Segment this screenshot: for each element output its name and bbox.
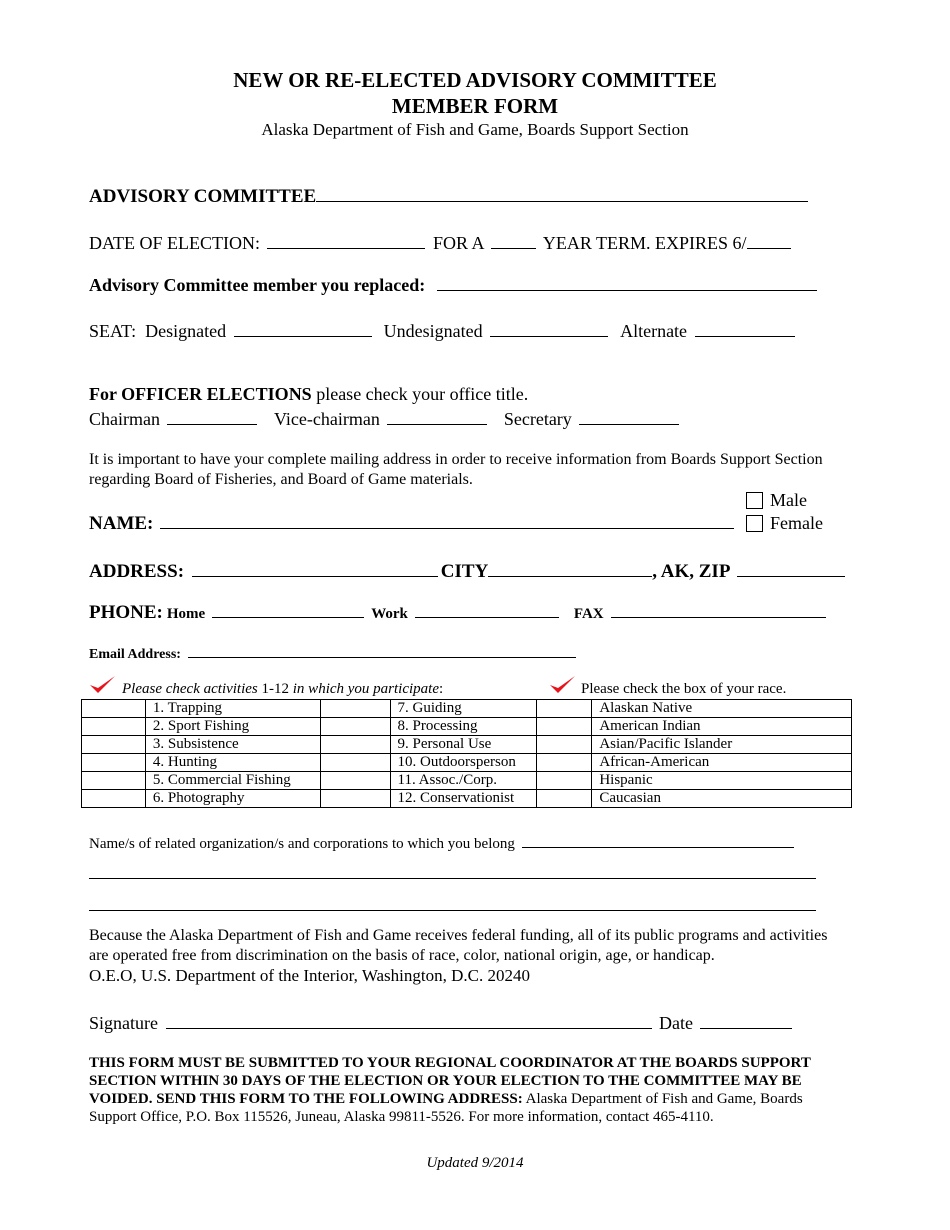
race-check-cell[interactable] [537,772,592,790]
table-row [82,772,852,790]
name-row [89,512,737,535]
undesignated-label: Undesignated [383,321,483,341]
vice-chairman-field[interactable] [387,406,487,425]
officer-heading [89,384,528,405]
date-of-election-label: DATE OF ELECTION: [89,233,260,253]
female-checkbox[interactable] [746,515,763,532]
table-row [82,736,852,754]
race-check-cell[interactable] [537,718,592,736]
term-years-field[interactable] [491,230,536,249]
oeo-address: O.E.O, U.S. Department of the Interior, Washington, D.C. 20240 [89,966,530,985]
submission-instructions [89,1054,849,1126]
activity-label: 2. Sport Fishing [145,718,320,736]
year-term-label: YEAR TERM. EXPIRES [542,233,729,253]
email-row [89,641,579,663]
updated-date: Updated 9/2014 [426,1155,524,1171]
activity-check-cell[interactable] [82,736,146,754]
female-label: Female [770,513,823,533]
organizations-label: Name/s of related organization/s and corporations to which you belong [89,836,515,852]
activity-label: 8. Processing [390,718,537,736]
activity-label: 3. Subsistence [145,736,320,754]
advisory-committee-row [89,185,811,208]
member-replaced-field[interactable] [437,274,817,291]
activity-check-cell[interactable] [82,718,146,736]
activity-label: 4. Hunting [145,754,320,772]
activity-check-cell[interactable] [320,700,390,718]
name-field[interactable] [160,512,734,529]
advisory-committee-label: ADVISORY COMMITTEE [89,186,317,207]
activity-label: 7. Guiding [390,700,537,718]
date-label: Date [659,1013,693,1033]
form-subtitle: Alaska Department of Fish and Game, Boards Support Section [261,120,689,139]
table-row [82,700,852,718]
alternate-label: Alternate [620,321,688,341]
secretary-field[interactable] [579,406,679,425]
table-row [82,790,852,808]
activity-label: 12. Conservationist [390,790,537,808]
seat-label: SEAT: [89,321,137,341]
name-label: NAME: [89,513,154,534]
chairman-field[interactable] [167,406,257,425]
phone-label: PHONE: [89,602,163,623]
activity-check-cell[interactable] [82,772,146,790]
nondiscrimination-statement: Because the Alaska Department of Fish and Game receives federal funding, all of its public programs and activities are operated free from discrimination on the basis of race, color, national origin, age, or handicap. [89,927,828,964]
race-label: Asian/Pacific Islander [592,736,852,754]
activity-check-cell[interactable] [82,754,146,772]
race-check-cell[interactable] [537,700,592,718]
organizations-row [89,832,797,853]
form-title-line1: NEW OR RE-ELECTED ADVISORY COMMITTEE [233,68,717,92]
signature-label: Signature [89,1013,158,1033]
form-title-line2: MEMBER FORM [391,94,559,118]
activity-check-cell[interactable] [320,790,390,808]
member-replaced-row [89,274,820,296]
address-notice: It is important to have your complete mailing address in order to receive information from Boards Support Section regarding Board of Fisheries, and Board of Game materials. [89,451,823,488]
race-check-cell[interactable] [537,736,592,754]
fax-field[interactable] [611,601,826,618]
activities-prompt [122,681,443,698]
email-field[interactable] [188,641,576,658]
activities-prompt-colon: : [439,681,444,697]
date-field[interactable] [700,1010,792,1029]
fax-label: FAX [573,606,604,622]
officer-heading-bold: For OFFICER ELECTIONS [89,384,312,404]
chairman-label: Chairman [89,409,160,429]
work-phone-field[interactable] [415,601,559,618]
address-field[interactable] [192,557,438,577]
check-mark-icon [548,674,578,696]
race-check-cell[interactable] [537,790,592,808]
submission-instructions-bold: THIS FORM MUST BE SUBMITTED TO YOUR REGIONAL COORDINATOR AT THE BOARDS SUPPORT SECTION WITHIN 30 DAYS OF THE ELECTION OR YOUR ELECTION TO THE COMMITTEE MAY BE VOIDED. SEND THIS FORM TO THE FOLLOWING ADDRESS: [89,1055,811,1107]
race-label: African-American [592,754,852,772]
activity-label: 9. Personal Use [390,736,537,754]
work-label: Work [371,606,408,622]
submission-instructions-address: Alaska Department of Fish and Game, Boards Support Office, P.O. Box 115526, Juneau, Alaska 99811-5526. For more information, contact 465-4110. [89,1091,803,1125]
email-label: Email Address: [89,647,181,662]
activity-label: 10. Outdoorsperson [390,754,537,772]
organizations-line-3[interactable] [89,910,816,911]
activities-prompt-range: 1-12 [261,681,290,697]
activities-prompt-start: Please check activities [122,681,262,697]
activity-label: 5. Commercial Fishing [145,772,320,790]
male-checkbox[interactable] [746,492,763,509]
officer-heading-rest: please check your office title. [316,384,529,404]
signature-field[interactable] [166,1010,652,1029]
seat-row [89,318,798,342]
advisory-committee-field[interactable] [316,185,808,202]
activities-prompt-end: in which you participate [289,681,439,697]
activity-check-cell[interactable] [320,718,390,736]
undesignated-field[interactable] [490,318,608,337]
designated-label: Designated [145,321,227,341]
table-row [82,754,852,772]
signature-row [89,1010,795,1034]
activity-check-cell[interactable] [82,790,146,808]
activities-race-table [81,699,852,808]
ak-zip-label: , AK, ZIP [652,561,730,582]
race-label: Alaskan Native [592,700,852,718]
date-of-election-field[interactable] [267,230,425,249]
vice-chairman-label: Vice-chairman [273,409,380,429]
address-row [89,557,848,583]
table-row [82,718,852,736]
check-mark-icon [88,674,118,696]
race-prompt: Please check the box of your race. [581,681,787,697]
activity-check-cell[interactable] [320,736,390,754]
race-label: American Indian [592,718,852,736]
race-check-cell[interactable] [537,754,592,772]
expires-prefix: 6/ [732,233,747,253]
race-label: Caucasian [592,790,852,808]
activity-check-cell[interactable] [82,700,146,718]
activity-label: 6. Photography [145,790,320,808]
activity-label: 1. Trapping [145,700,320,718]
expires-year-field[interactable] [747,230,791,249]
city-label: CITY [440,561,489,582]
organizations-line-2[interactable] [89,878,816,879]
activity-check-cell[interactable] [320,754,390,772]
home-label: Home [166,606,206,622]
male-label: Male [770,490,807,510]
activity-label: 11. Assoc./Corp. [390,772,537,790]
address-label: ADDRESS: [89,561,185,582]
home-phone-field[interactable] [212,601,364,618]
organizations-field[interactable] [522,832,794,848]
city-field[interactable] [488,557,652,577]
phone-row [89,601,829,624]
secretary-label: Secretary [503,409,572,429]
date-of-election-row [89,230,794,254]
race-label: Hispanic [592,772,852,790]
designated-field[interactable] [234,318,372,337]
activity-check-cell[interactable] [320,772,390,790]
officer-row [89,406,682,430]
member-replaced-label: Advisory Committee member you replaced: [89,275,426,295]
for-a-label: FOR A [432,233,484,253]
alternate-field[interactable] [695,318,795,337]
zip-field[interactable] [737,557,845,577]
